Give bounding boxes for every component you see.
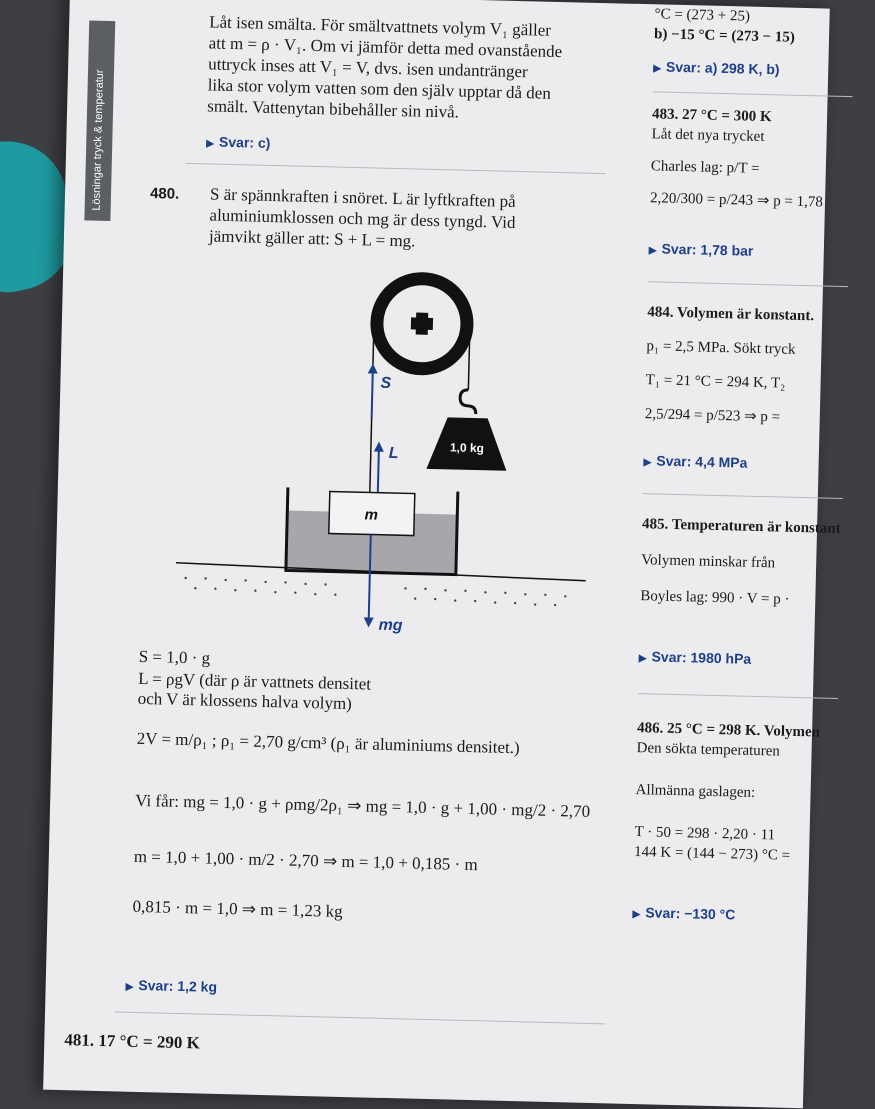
text-line: Låt det nya trycket xyxy=(651,126,765,146)
text-line: smält. Vattenytan bibehåller sin nivå. xyxy=(206,96,460,122)
force-arrow-S xyxy=(372,368,373,418)
problem-number: 480. xyxy=(149,185,180,203)
text-line: p₁ = 2,5 MPa. Sökt tryck xyxy=(646,338,796,358)
answer-484: ▶ Svar: 4,4 MPa xyxy=(643,452,748,471)
equation-3: 2V = m/ρ₁ ; ρ₁ = 2,70 g/cm³ (ρ₁ är aluminiums densitet.) xyxy=(136,728,520,758)
problem-481-partial: 481. 17 °C = 290 K xyxy=(64,1030,201,1053)
answer-480 xyxy=(126,977,218,995)
right-column xyxy=(632,4,874,930)
text-line: Låt isen smälta. För smältvattnets volym V₁ gäller xyxy=(209,12,552,40)
pulley-diagram xyxy=(144,262,593,653)
divider xyxy=(115,1011,605,1024)
text-line: T · 50 = 298 · 2,20 · 11 xyxy=(634,824,776,844)
book-page xyxy=(43,0,841,1108)
equation-5: m = 1,0 + 1,00 · m/2 · 2,70 ⇒ m = 1,0 + 0,185 · m xyxy=(133,846,478,875)
triangle-icon: ▶ xyxy=(125,981,134,993)
text-line: att m = ρ · V₁. Om vi jämför detta med ovanstående xyxy=(208,33,563,62)
problem-480 xyxy=(149,182,620,256)
answer-a: ▶ Svar: a) 298 K, b) xyxy=(653,58,780,78)
text-line: 486. 25 °C = 298 K. Volymen xyxy=(636,720,821,741)
label-S: S xyxy=(380,374,392,392)
pulley-axle-icon xyxy=(411,312,434,335)
label-m: m xyxy=(364,506,379,524)
label-L: L xyxy=(388,444,399,463)
text-line: 484. Volymen är konstant. xyxy=(647,304,815,325)
text-line: Den sökta temperaturen xyxy=(636,740,781,760)
answer-485: ▶ Svar: 1980 hPa xyxy=(638,648,752,667)
equation-2b: och V är klossens halva volym) xyxy=(137,688,353,714)
text-line: 485. Temperaturen är konstant xyxy=(641,516,841,537)
weight-label: 1,0 kg xyxy=(449,440,485,456)
divider xyxy=(186,163,606,174)
text-line: aluminiumklossen och mg är dess tyngd. Vid xyxy=(209,205,516,232)
text-line: S är spännkraften i snöret. L är lyftkraften på xyxy=(209,184,516,211)
text-line: 483. 27 °C = 300 K xyxy=(651,106,772,126)
text-line: T₁ = 21 °C = 294 K, T₂ xyxy=(645,372,786,392)
text-line: 2,5/294 = p/523 ⇒ p = xyxy=(644,406,781,426)
text-line: Allmänna gaslagen: xyxy=(635,782,756,801)
equation-1: S = 1,0 · g xyxy=(138,646,211,668)
answer-483: ▶ Svar: 1,78 bar xyxy=(648,240,754,259)
text-line: uttryck inses att V₁ = V, dvs. isen undantränger xyxy=(208,54,528,82)
answer-486: ▶ Svar: −130 °C xyxy=(632,904,736,923)
answer-text: Svar: c) xyxy=(218,133,271,151)
text-line: b) −15 °C = (273 − 15) xyxy=(653,26,796,46)
text-line: Volymen minskar från xyxy=(641,552,776,572)
answer-text: Svar: 1,2 kg xyxy=(138,976,218,995)
side-tab xyxy=(84,20,115,221)
text-line: 2,20/300 = p/243 ⇒ p = 1,78 xyxy=(649,190,824,211)
top-paragraph xyxy=(207,11,629,126)
ground-dots xyxy=(184,577,567,607)
equation-2a: L = ρgV (där ρ är vattnets densitet xyxy=(137,668,372,694)
triangle-icon: ▶ xyxy=(206,138,215,150)
text-line: °C = (273 + 25) xyxy=(654,6,751,25)
answer-c xyxy=(206,133,270,151)
text-line: 144 K = (144 − 273) °C = xyxy=(633,844,791,864)
text-line: Boyles lag: 990 · V = p · xyxy=(640,588,790,608)
hook-icon xyxy=(460,390,477,414)
label-mg: mg xyxy=(378,616,403,635)
text-line: jämvikt gäller att: S + L = mg. xyxy=(208,226,416,251)
equation-6: 0,815 · m = 1,0 ⇒ m = 1,23 kg xyxy=(132,896,343,921)
text-line: Charles lag: p/T = xyxy=(650,158,760,177)
equation-4: Vi får: mg = 1,0 · g + ρmg/2ρ₁ ⇒ mg = 1,0 · g + 1,00 · mg/2 · 2,70 xyxy=(134,790,591,821)
text-line: lika stor volym vatten som den själv upptar då den xyxy=(207,75,552,103)
side-tab-label: Lösningar tryck & temperatur xyxy=(90,69,107,211)
force-arrow-L xyxy=(378,446,379,493)
equations xyxy=(132,647,618,929)
